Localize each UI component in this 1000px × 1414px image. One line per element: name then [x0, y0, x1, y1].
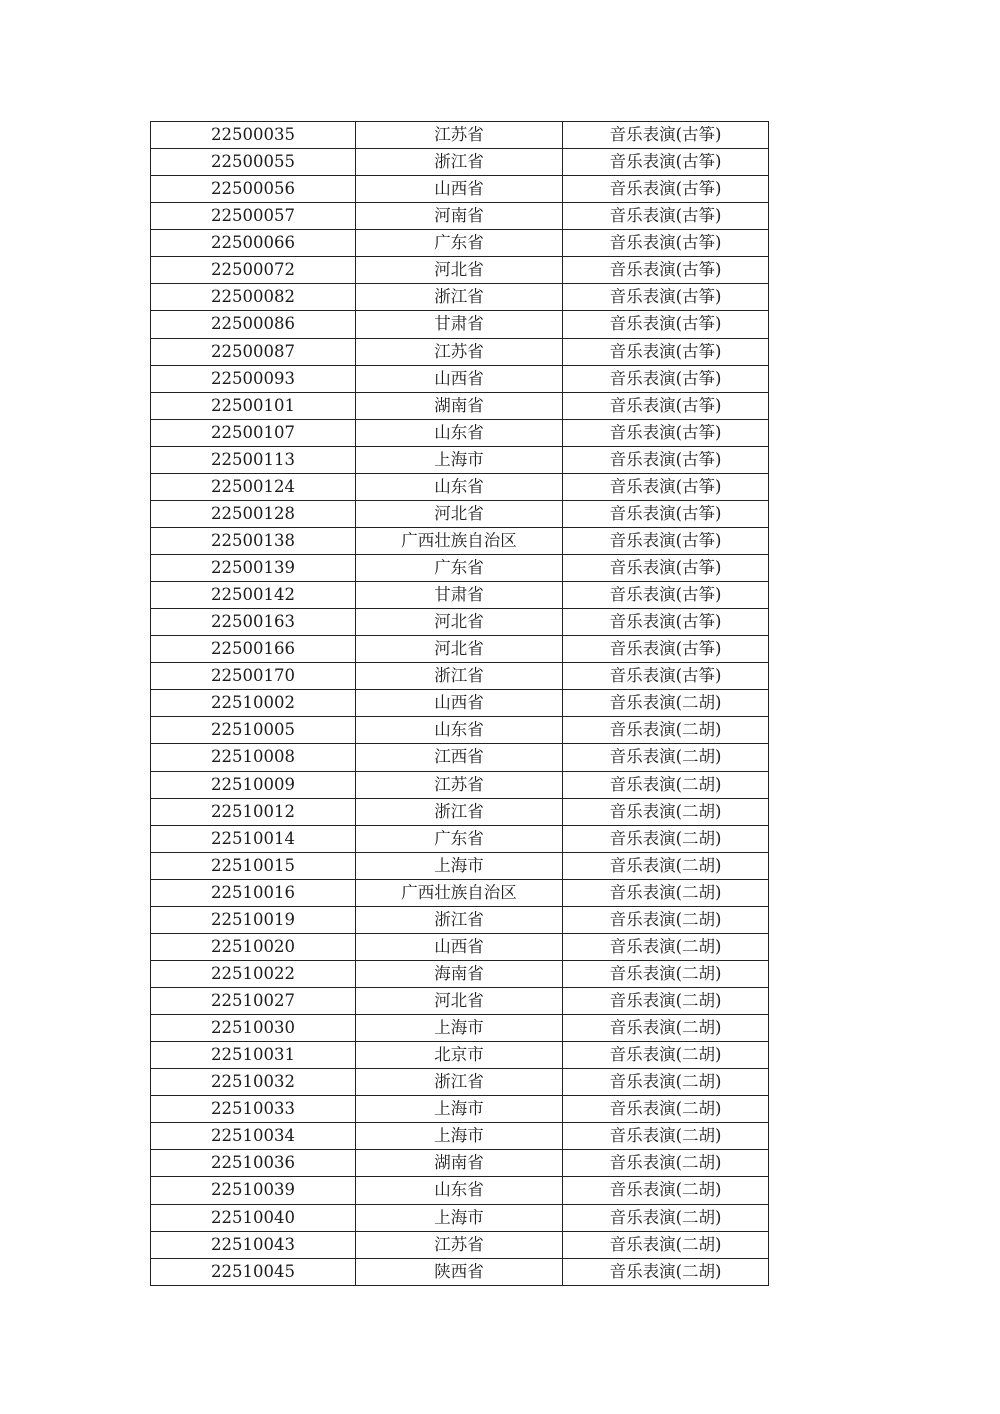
candidate-id-cell: 22500142: [151, 582, 356, 609]
table-row: [151, 500, 769, 527]
table-row: [151, 419, 769, 446]
province-cell: 河北省: [356, 988, 563, 1015]
candidate-id-cell: 22510032: [151, 1069, 356, 1096]
major-cell: 音乐表演(古筝): [563, 636, 769, 663]
table-row: [151, 852, 769, 879]
table-row: [151, 636, 769, 663]
candidate-id-cell: 22500055: [151, 149, 356, 176]
candidate-id-cell: 22500139: [151, 555, 356, 582]
province-cell: 广东省: [356, 555, 563, 582]
province-cell: 河北省: [356, 636, 563, 663]
candidate-id-cell: 22500057: [151, 203, 356, 230]
major-cell: 音乐表演(古筝): [563, 176, 769, 203]
candidate-id-cell: 22510039: [151, 1177, 356, 1204]
table-row: [151, 1015, 769, 1042]
major-cell: 音乐表演(古筝): [563, 609, 769, 636]
province-cell: 广东省: [356, 230, 563, 257]
candidate-id-cell: 22510040: [151, 1204, 356, 1231]
province-cell: 上海市: [356, 446, 563, 473]
candidate-id-cell: 22510016: [151, 879, 356, 906]
major-cell: 音乐表演(二胡): [563, 906, 769, 933]
province-cell: 河北省: [356, 500, 563, 527]
table-row: [151, 1204, 769, 1231]
major-cell: 音乐表演(二胡): [563, 879, 769, 906]
candidate-id-cell: 22510015: [151, 852, 356, 879]
table-row: [151, 1069, 769, 1096]
table-row: [151, 122, 769, 149]
province-cell: 上海市: [356, 1015, 563, 1042]
candidate-id-cell: 22510022: [151, 960, 356, 987]
candidate-id-cell: 22510031: [151, 1042, 356, 1069]
table-row: [151, 473, 769, 500]
major-cell: 音乐表演(古筝): [563, 419, 769, 446]
major-cell: 音乐表演(古筝): [563, 663, 769, 690]
province-cell: 甘肃省: [356, 311, 563, 338]
major-cell: 音乐表演(古筝): [563, 555, 769, 582]
major-cell: 音乐表演(古筝): [563, 473, 769, 500]
province-cell: 浙江省: [356, 798, 563, 825]
province-cell: 浙江省: [356, 906, 563, 933]
province-cell: 浙江省: [356, 149, 563, 176]
table-row: [151, 663, 769, 690]
major-cell: 音乐表演(二胡): [563, 1096, 769, 1123]
candidate-id-cell: 22500072: [151, 257, 356, 284]
table-row: [151, 230, 769, 257]
table-row: [151, 1231, 769, 1258]
table-row: [151, 284, 769, 311]
province-cell: 广西壮族自治区: [356, 527, 563, 554]
candidate-id-cell: 22500166: [151, 636, 356, 663]
candidate-id-cell: 22500087: [151, 338, 356, 365]
candidate-id-cell: 22510014: [151, 825, 356, 852]
province-cell: 江西省: [356, 744, 563, 771]
table-row: [151, 1096, 769, 1123]
province-cell: 广西壮族自治区: [356, 879, 563, 906]
table-row: [151, 988, 769, 1015]
major-cell: 音乐表演(古筝): [563, 527, 769, 554]
major-cell: 音乐表演(二胡): [563, 1231, 769, 1258]
major-cell: 音乐表演(二胡): [563, 1015, 769, 1042]
major-cell: 音乐表演(古筝): [563, 338, 769, 365]
major-cell: 音乐表演(二胡): [563, 1123, 769, 1150]
table-row: [151, 906, 769, 933]
candidate-id-cell: 22500107: [151, 419, 356, 446]
major-cell: 音乐表演(二胡): [563, 933, 769, 960]
candidate-id-cell: 22510009: [151, 771, 356, 798]
candidate-id-cell: 22510002: [151, 690, 356, 717]
major-cell: 音乐表演(古筝): [563, 203, 769, 230]
province-cell: 山东省: [356, 473, 563, 500]
major-cell: 音乐表演(二胡): [563, 690, 769, 717]
candidate-id-cell: 22510020: [151, 933, 356, 960]
province-cell: 浙江省: [356, 663, 563, 690]
major-cell: 音乐表演(二胡): [563, 798, 769, 825]
candidate-id-cell: 22510036: [151, 1150, 356, 1177]
province-cell: 江苏省: [356, 122, 563, 149]
table-row: [151, 1150, 769, 1177]
province-cell: 上海市: [356, 852, 563, 879]
table-row: [151, 555, 769, 582]
major-cell: 音乐表演(二胡): [563, 1204, 769, 1231]
province-cell: 湖南省: [356, 1150, 563, 1177]
table-row: [151, 1042, 769, 1069]
major-cell: 音乐表演(古筝): [563, 257, 769, 284]
province-cell: 北京市: [356, 1042, 563, 1069]
province-cell: 山东省: [356, 717, 563, 744]
major-cell: 音乐表演(古筝): [563, 122, 769, 149]
candidate-id-cell: 22510045: [151, 1258, 356, 1285]
candidate-id-cell: 22510019: [151, 906, 356, 933]
province-cell: 山西省: [356, 690, 563, 717]
table-row: [151, 798, 769, 825]
province-cell: 河北省: [356, 609, 563, 636]
candidate-id-cell: 22510008: [151, 744, 356, 771]
major-cell: 音乐表演(古筝): [563, 582, 769, 609]
candidate-table-body: [151, 122, 769, 1286]
candidate-id-cell: 22500124: [151, 473, 356, 500]
candidate-id-cell: 22500170: [151, 663, 356, 690]
table-row: [151, 203, 769, 230]
major-cell: 音乐表演(古筝): [563, 149, 769, 176]
major-cell: 音乐表演(二胡): [563, 1177, 769, 1204]
candidate-id-cell: 22500086: [151, 311, 356, 338]
major-cell: 音乐表演(二胡): [563, 1069, 769, 1096]
candidate-id-cell: 22510027: [151, 988, 356, 1015]
province-cell: 江苏省: [356, 1231, 563, 1258]
table-row: [151, 744, 769, 771]
candidate-id-cell: 22500093: [151, 365, 356, 392]
table-row: [151, 446, 769, 473]
major-cell: 音乐表演(二胡): [563, 717, 769, 744]
major-cell: 音乐表演(古筝): [563, 500, 769, 527]
major-cell: 音乐表演(二胡): [563, 825, 769, 852]
table-row: [151, 690, 769, 717]
major-cell: 音乐表演(二胡): [563, 960, 769, 987]
major-cell: 音乐表演(二胡): [563, 744, 769, 771]
candidate-id-cell: 22500128: [151, 500, 356, 527]
major-cell: 音乐表演(二胡): [563, 852, 769, 879]
province-cell: 海南省: [356, 960, 563, 987]
table-row: [151, 1258, 769, 1285]
province-cell: 江苏省: [356, 771, 563, 798]
candidate-id-cell: 22500113: [151, 446, 356, 473]
major-cell: 音乐表演(古筝): [563, 365, 769, 392]
candidate-id-cell: 22500035: [151, 122, 356, 149]
candidate-table: [150, 121, 769, 1286]
province-cell: 山西省: [356, 933, 563, 960]
province-cell: 江苏省: [356, 338, 563, 365]
major-cell: 音乐表演(古筝): [563, 311, 769, 338]
major-cell: 音乐表演(古筝): [563, 284, 769, 311]
major-cell: 音乐表演(二胡): [563, 1258, 769, 1285]
candidate-id-cell: 22500082: [151, 284, 356, 311]
candidate-id-cell: 22500163: [151, 609, 356, 636]
candidate-id-cell: 22510005: [151, 717, 356, 744]
major-cell: 音乐表演(古筝): [563, 392, 769, 419]
table-row: [151, 582, 769, 609]
table-row: [151, 257, 769, 284]
table-row: [151, 1123, 769, 1150]
candidate-id-cell: 22510043: [151, 1231, 356, 1258]
candidate-id-cell: 22510012: [151, 798, 356, 825]
major-cell: 音乐表演(古筝): [563, 230, 769, 257]
province-cell: 山西省: [356, 365, 563, 392]
table-row: [151, 1177, 769, 1204]
province-cell: 河南省: [356, 203, 563, 230]
province-cell: 陕西省: [356, 1258, 563, 1285]
table-row: [151, 392, 769, 419]
table-row: [151, 527, 769, 554]
candidate-table-wrapper: [150, 121, 768, 1286]
candidate-id-cell: 22510034: [151, 1123, 356, 1150]
table-row: [151, 879, 769, 906]
candidate-id-cell: 22510030: [151, 1015, 356, 1042]
table-row: [151, 771, 769, 798]
major-cell: 音乐表演(二胡): [563, 1042, 769, 1069]
province-cell: 浙江省: [356, 284, 563, 311]
province-cell: 浙江省: [356, 1069, 563, 1096]
province-cell: 广东省: [356, 825, 563, 852]
candidate-id-cell: 22510033: [151, 1096, 356, 1123]
table-row: [151, 176, 769, 203]
candidate-id-cell: 22500056: [151, 176, 356, 203]
province-cell: 河北省: [356, 257, 563, 284]
province-cell: 山东省: [356, 419, 563, 446]
table-row: [151, 717, 769, 744]
candidate-id-cell: 22500138: [151, 527, 356, 554]
table-row: [151, 149, 769, 176]
table-row: [151, 311, 769, 338]
province-cell: 湖南省: [356, 392, 563, 419]
major-cell: 音乐表演(古筝): [563, 446, 769, 473]
table-row: [151, 338, 769, 365]
province-cell: 上海市: [356, 1204, 563, 1231]
table-row: [151, 609, 769, 636]
major-cell: 音乐表演(二胡): [563, 771, 769, 798]
province-cell: 上海市: [356, 1123, 563, 1150]
province-cell: 甘肃省: [356, 582, 563, 609]
province-cell: 山西省: [356, 176, 563, 203]
candidate-id-cell: 22500066: [151, 230, 356, 257]
major-cell: 音乐表演(二胡): [563, 988, 769, 1015]
table-row: [151, 960, 769, 987]
province-cell: 山东省: [356, 1177, 563, 1204]
major-cell: 音乐表演(二胡): [563, 1150, 769, 1177]
table-row: [151, 825, 769, 852]
table-row: [151, 365, 769, 392]
candidate-id-cell: 22500101: [151, 392, 356, 419]
table-row: [151, 933, 769, 960]
province-cell: 上海市: [356, 1096, 563, 1123]
